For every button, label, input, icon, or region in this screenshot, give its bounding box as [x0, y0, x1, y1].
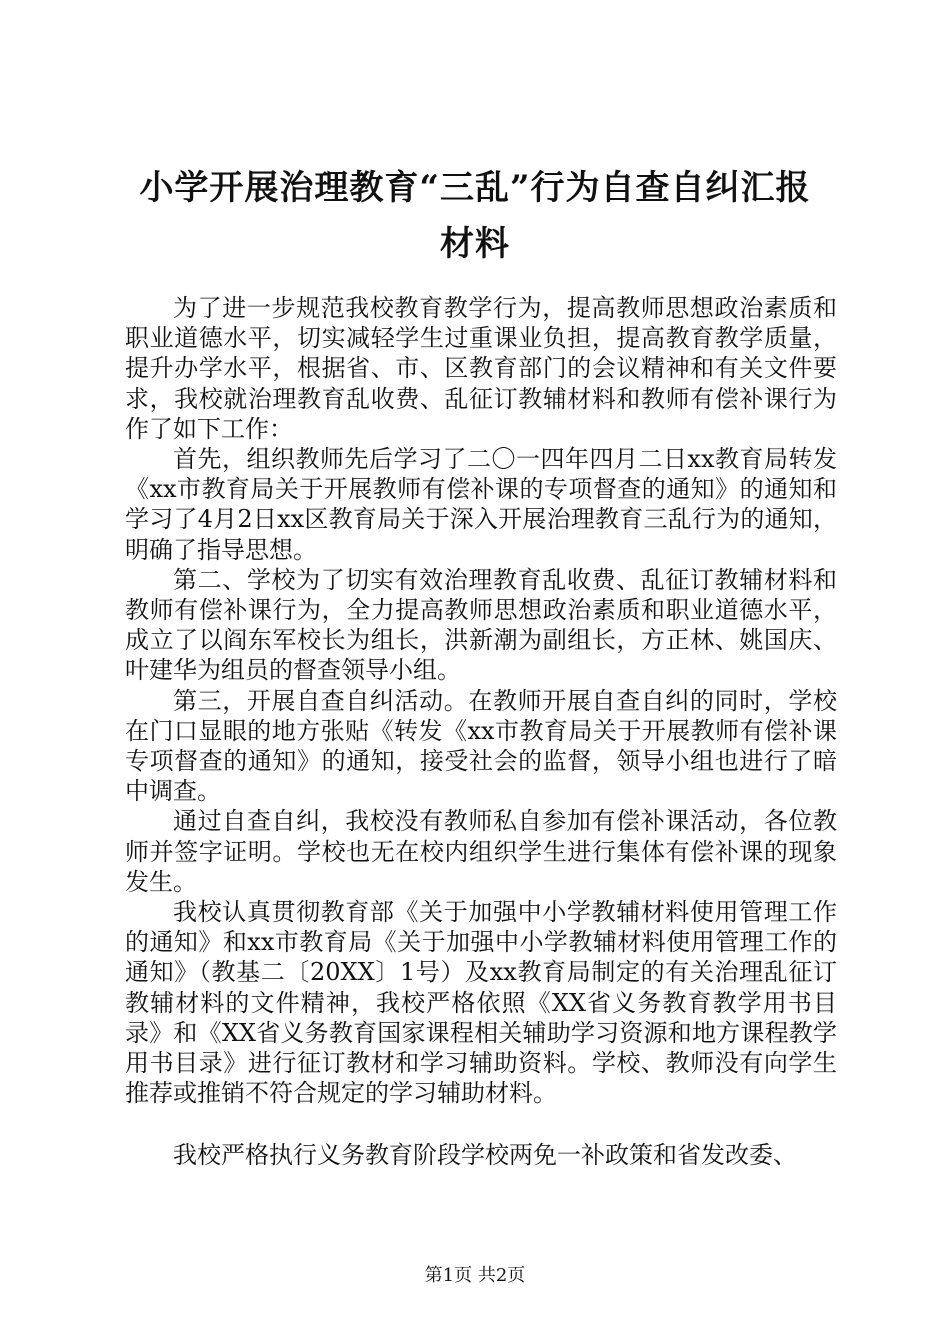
title-line-2: 材料 — [440, 224, 510, 264]
paragraph: 我校严格执行义务教育阶段学校两免一补政策和省发改委、 — [173, 1141, 797, 1170]
paragraph: 为了进一步规范我校教育教学行为，提高教师思想政治素质和职业道德水平，切实减轻学生过重课业负担，提高教育教学质量，提升办学水平，根据省、市、区教育部门的会议精神和有关文件要求，我校就治理教育乱收费、乱征订教辅材料和教师有偿补课行为作了如下工作： — [125, 294, 837, 443]
paragraph: 第三，开展自查自纠活动。在教师开展自查自纠的同时，学校在门口显眼的地方张贴《转发《xx市教育局关于开展教师有偿补课专项督查的通知》的通知，接受社会的监督，领导小组也进行了暗中调查。 — [125, 686, 837, 806]
paragraph: 第二、学校为了切实有效治理教育乱收费、乱征订教辅材料和教师有偿补课行为，全力提高教师思想政治素质和职业道德水平，成立了以阎东军校长为组长，洪新潮为副组长，方正林、姚国庆、叶建华为组员的督查领导小组。 — [125, 565, 837, 685]
page-footer: 第1页 共2页 — [424, 1265, 526, 1286]
title-line-1: 小学开展治理教育“三乱”行为自查自纠汇报 — [139, 168, 811, 208]
document-body — [125, 293, 837, 1171]
paragraph: 首先，组织教师先后学习了二〇一四年四月二日xx教育局转发《xx市教育局关于开展教师有偿补课的专项督查的通知》的通知和学习了4月2日xx区教育局关于深入开展治理教育三乱行为的通知，明确了指导思想。 — [125, 445, 837, 564]
document-title — [120, 160, 830, 272]
paragraph: 通过自查自纠，我校没有教师私自参加有偿补课活动，各位教师并签字证明。学校也无在校内组织学生进行集体有偿补课的现象发生。 — [125, 807, 837, 896]
paragraph: 我校认真贯彻教育部《关于加强中小学教辅材料使用管理工作的通知》和xx市教育局《关于加强中小学教辅材料使用管理工作的通知》（教基二〔20XX〕1号）及xx教育局制定的有关治理乱征订教辅材料的文件精神，我校严格依照《XX省义务教育教学用书目录》和《XX省义务教育国家课程相关辅助学习资源和地方课程教学用书目录》进行征订教材和学习辅助资料。学校、教师没有向学生推荐或推销不符合规定的学习辅助材料。 — [125, 898, 837, 1108]
